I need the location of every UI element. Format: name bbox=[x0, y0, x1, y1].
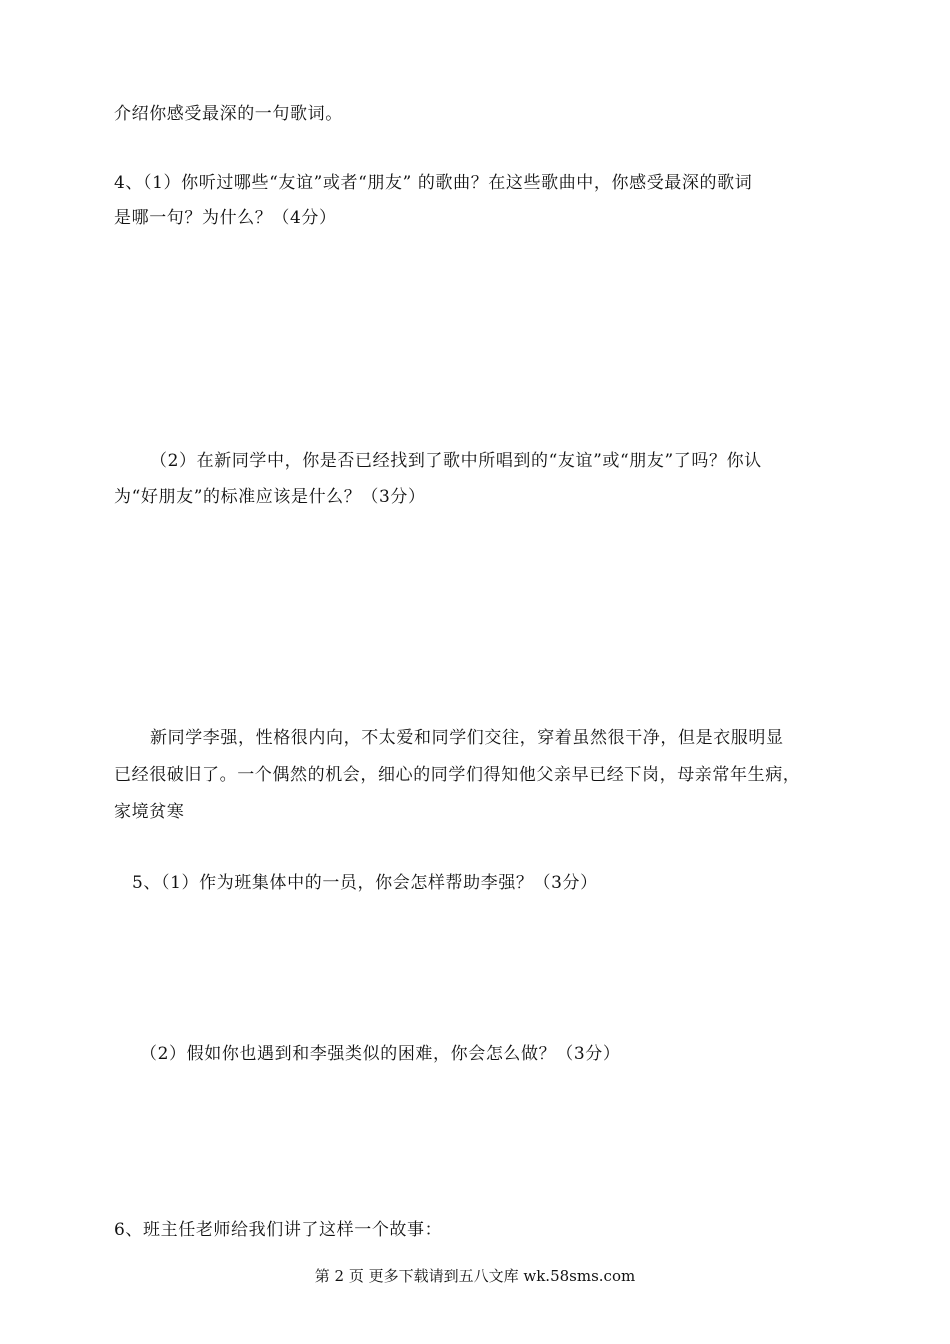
text-line-intro: 介绍你感受最深的一句歌词。 bbox=[114, 104, 343, 124]
question-5-1: 5、（1）作为班集体中的一员，你会怎样帮助李强？（3分） bbox=[132, 873, 598, 893]
question-5-2: （2）假如你也遇到和李强类似的困难，你会怎么做？（3分） bbox=[140, 1044, 621, 1064]
question-4-2-line-1: （2）在新同学中，你是否已经找到了歌中所唱到的“友谊”或“朋友”了吗？你认 bbox=[150, 451, 762, 471]
question-4-2-line-2: 为“好朋友”的标准应该是什么？（3分） bbox=[114, 487, 426, 507]
story-paragraph-line-3: 家境贫寒 bbox=[114, 802, 185, 822]
question-4-1-line-2: 是哪一句？为什么？（4分） bbox=[114, 208, 337, 228]
story-paragraph-line-2: 已经很破旧了。一个偶然的机会，细心的同学们得知他父亲早已经下岗，母亲常年生病， bbox=[114, 765, 801, 785]
page-footer: 第 2 页 更多下载请到五八文库 wk.58sms.com bbox=[314, 1267, 636, 1285]
story-paragraph-line-1: 新同学李强，性格很内向，不太爱和同学们交往，穿着虽然很干净，但是衣服明显 bbox=[150, 728, 784, 748]
question-6: 6、班主任老师给我们讲了这样一个故事： bbox=[114, 1220, 443, 1240]
question-4-1-line-1: 4、（1）你听过哪些“友谊”或者“朋友” 的歌曲？在这些歌曲中，你感受最深的歌词 bbox=[114, 173, 753, 193]
